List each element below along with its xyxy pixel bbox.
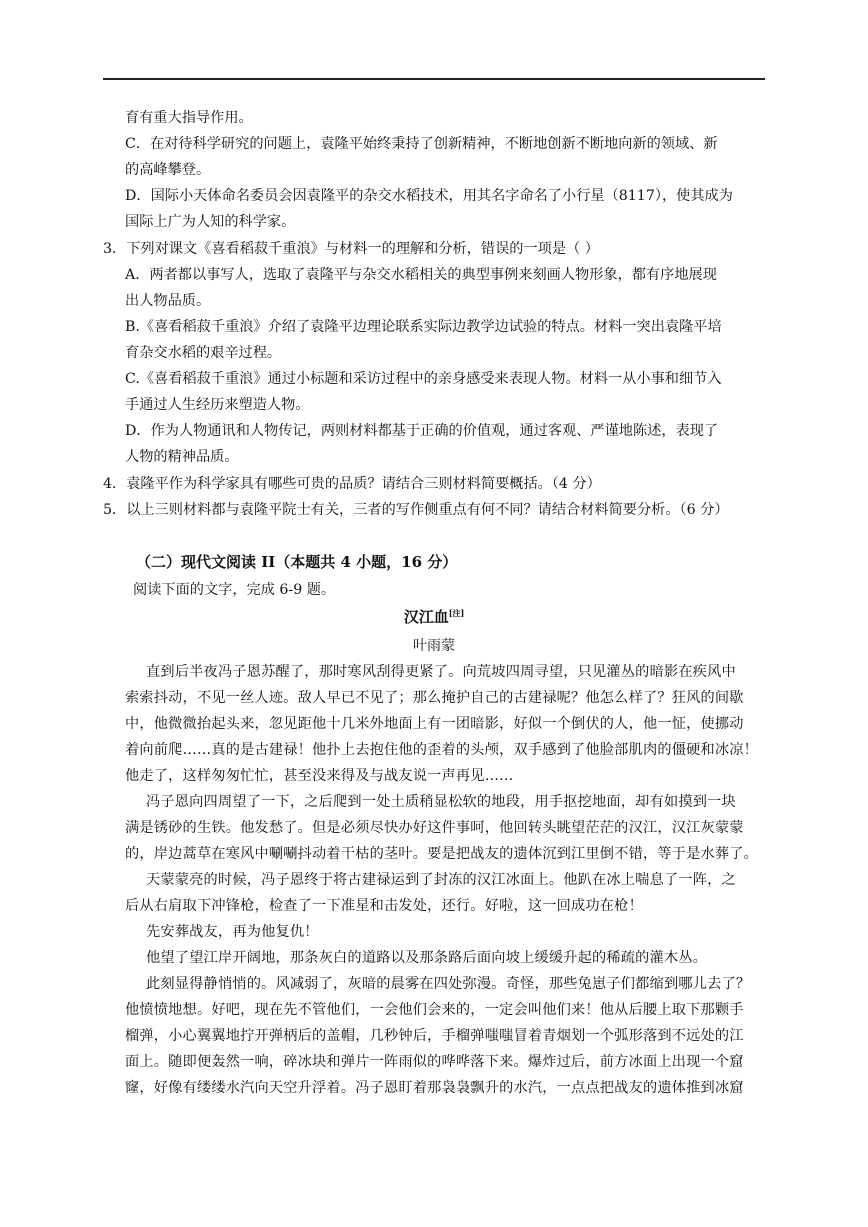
- section-heading: （二）现代文阅读 II（本题共 4 小题，16 分）: [136, 553, 458, 571]
- header-rule: [103, 78, 765, 80]
- question-line: 出人物品质。: [125, 293, 211, 309]
- passage-line: 的，岸边蒿草在寒风中唰唰抖动着干枯的茎叶。要是把战友的遗体沉到江里倒不错，等于是水葬了。: [125, 846, 759, 862]
- passage-line: 他愤愤地想。好吧，现在先不管他们，一会他们会来的，一定会叫他们来！他从后腰上取下那颗手: [125, 1002, 744, 1018]
- passage-line: 天蒙蒙亮的时候，冯子恩终于将古建禄运到了封冻的汉江冰面上。他趴在冰上喘息了一阵，之: [146, 872, 736, 888]
- passage-line: 先安葬战友，再为他复仇！: [146, 924, 319, 940]
- passage-line: 他走了，这样匆匆忙忙，甚至没来得及与战友说一声再见……: [125, 768, 514, 784]
- question-line: D．作为人物通讯和人物传记，两则材料都基于正确的价值观，通过客观、严谨地陈述，表现了: [125, 423, 719, 439]
- question-line: 5．以上三则材料都与袁隆平院士有关，三者的写作侧重点有何不同？请结合材料简要分析。（6 分）: [103, 502, 729, 518]
- passage-line: 他望了望江岸开阔地，那条灰白的道路以及那条路后面向坡上缓缓升起的稀疏的灌木丛。: [146, 950, 708, 966]
- passage-title-text: 汉江血: [403, 608, 449, 626]
- passage-line: 面上。随即便轰然一响，碎冰块和弹片一阵雨似的哗哗落下来。爆炸过后，前方冰面上出现一个窟: [125, 1054, 744, 1070]
- question-line: 育杂交水稻的艰辛过程。: [125, 345, 282, 361]
- question-line: C．在对待科学研究的问题上，袁隆平始终秉持了创新精神，不断地创新不断地向新的领域、新: [125, 136, 718, 152]
- question-line: D．国际小天体命名委员会因袁隆平的杂交水稻技术，用其名字命名了小行星（8117），使其成为: [125, 188, 733, 204]
- passage-line: 后从右肩取下冲锋枪，检查了一下准星和击发处，还行。好啦，这一回成功在枪！: [125, 898, 643, 914]
- passage-line: 榴弹，小心翼翼地拧开弹柄后的盖帽，几秒钟后，手榴弹嗤嗤冒着青烟划一个弧形落到不远处的江: [125, 1028, 744, 1044]
- question-line: A．两者都以事写人，选取了袁隆平与杂交水稻相关的典型事例来刻画人物形象，都有序地展现: [125, 267, 717, 283]
- question-line: 4．袁隆平作为科学家具有哪些可贵的品质？请结合三则材料简要概括。（4 分）: [103, 476, 601, 492]
- passage-line: 直到后半夜冯子恩苏醒了，那时寒风刮得更紧了。向荒坡四周寻望，只见灌丛的暗影在疾风中: [146, 664, 736, 680]
- passage-line: 索索抖动，不见一丝人迹。敌人早已不见了；那么掩护自己的古建禄呢？他怎么样了？狂风的间歇: [125, 690, 744, 706]
- question-line: 人物的精神品质。: [125, 449, 239, 465]
- passage-title-note: [注]: [448, 608, 465, 618]
- passage-author: 叶雨蒙: [413, 638, 455, 654]
- passage-title: [0, 606, 868, 627]
- passage-line: 窿，好像有缕缕水汽向天空升浮着。冯子恩盯着那袅袅飘升的水汽，一点点把战友的遗体推到冰窟: [125, 1080, 744, 1096]
- passage-line: 着向前爬……真的是古建禄！他扑上去抱住他的歪着的头颅，双手感到了他脸部肌肉的僵硬和冰凉！: [125, 742, 759, 758]
- question-line: C.《喜看稻菽千重浪》通过小标题和采访过程中的亲身感受来表现人物。材料一从小事和细节入: [125, 371, 722, 387]
- question-line: 3．下列对课文《喜看稻菽千重浪》与材料一的理解和分析，错误的一项是（ ）: [103, 241, 599, 257]
- question-line: 手通过人生经历来塑造人物。: [125, 397, 310, 413]
- passage-line: 满是锈砂的生铁。他发愁了。但是必须尽快办好这件事呵，他回转头眺望茫茫的汉江，汉江灰蒙蒙: [125, 820, 744, 836]
- question-line: 的高峰攀登。: [125, 162, 211, 178]
- instruction-text: 阅读下面的文字，完成 6-9 题。: [133, 582, 336, 598]
- question-line: 育有重大指导作用。: [125, 110, 253, 126]
- question-line: B.《喜看稻菽千重浪》介绍了袁隆平边理论联系实际边教学边试验的特点。材料一突出袁隆平培: [125, 319, 722, 335]
- question-line: 国际上广为人知的科学家。: [125, 214, 296, 230]
- passage-line: 中，他微微抬起头来，忽见距他十几米外地面上有一团暗影，好似一个倒伏的人，他一怔，使挪动: [125, 716, 744, 732]
- passage-line: 此刻显得静悄悄的。风减弱了，灰暗的晨雾在四处弥漫。奇怪，那些兔崽子们都缩到哪儿去了？: [146, 976, 751, 992]
- passage-line: 冯子恩向四周望了一下，之后爬到一处土质稍显松软的地段，用手抠挖地面，却有如摸到一块: [146, 794, 736, 810]
